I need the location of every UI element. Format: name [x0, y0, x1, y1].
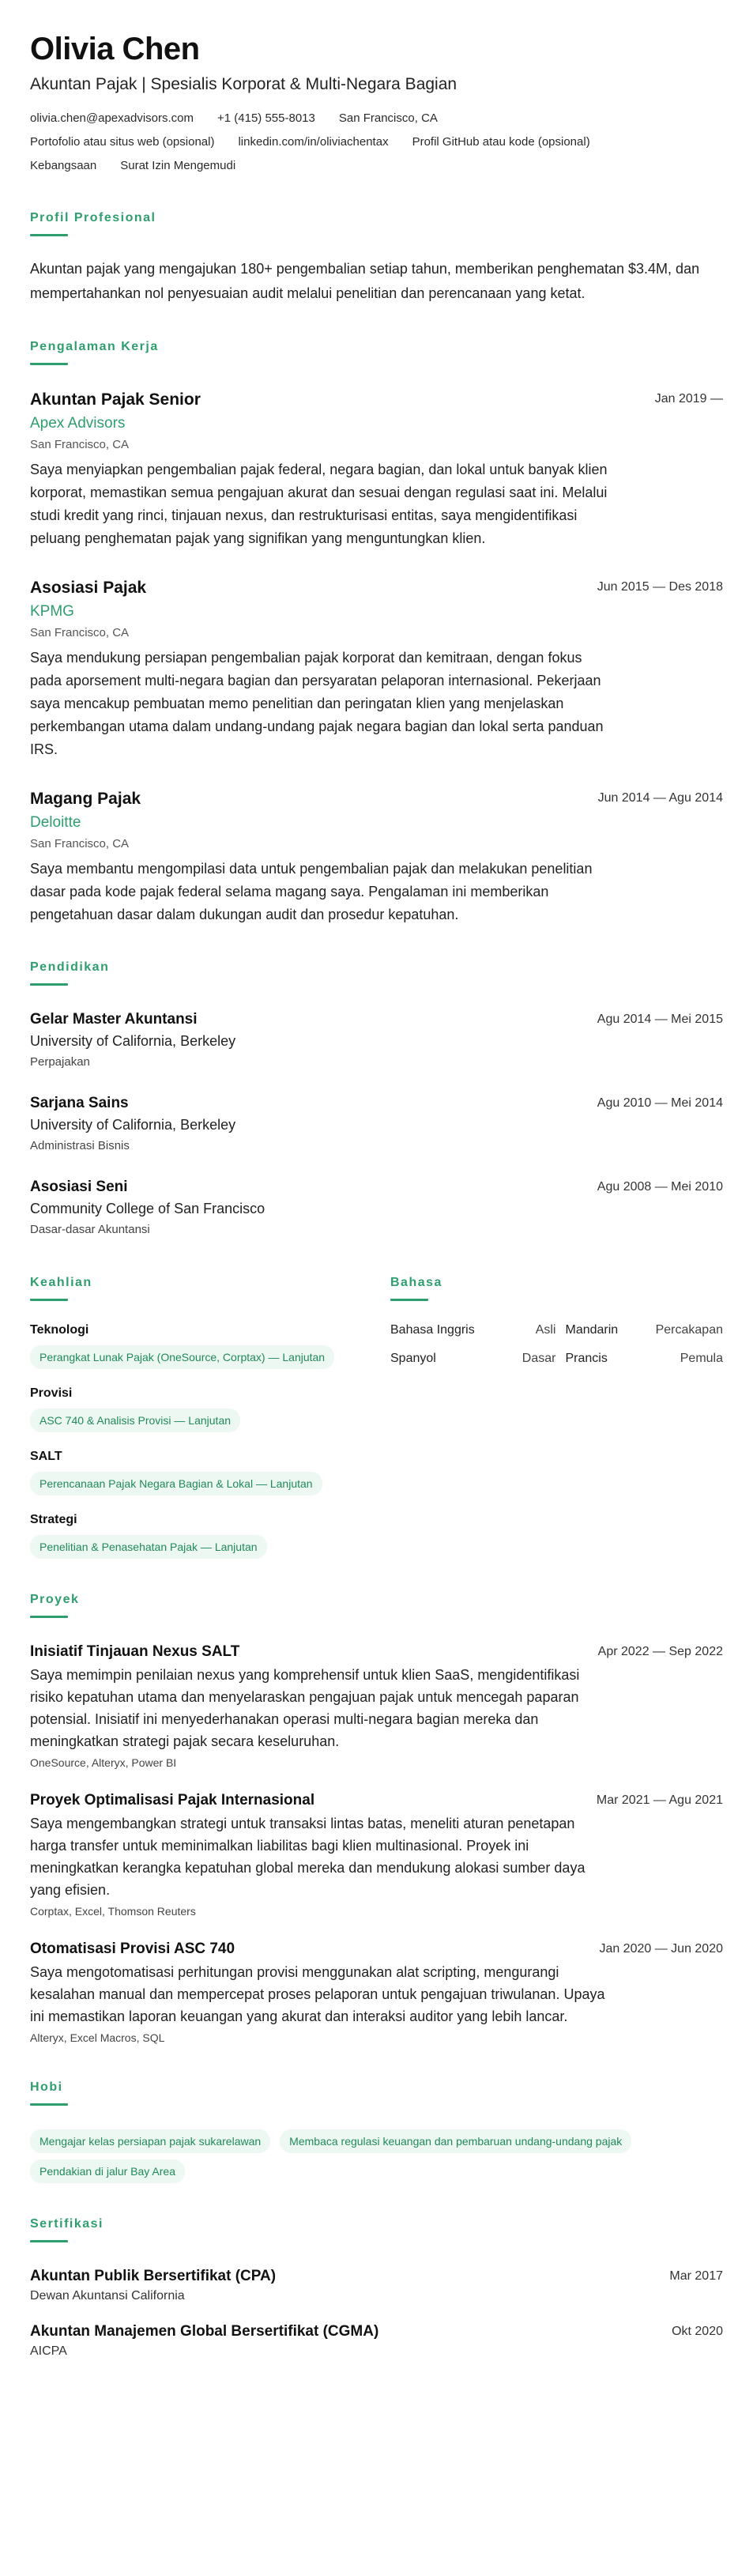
job-title: Akuntan Pajak Senior	[30, 390, 201, 409]
education-section	[30, 960, 723, 1240]
project-entry	[30, 1790, 723, 1920]
job-date: Jun 2014 — Agu 2014	[597, 791, 723, 805]
certifications-section	[30, 2216, 723, 2361]
language-item	[390, 1350, 555, 1367]
projects-section	[30, 1592, 723, 2046]
project-description: Saya mengembangkan strategi untuk transaksi lintas batas, meneliti aturan penetapan harga transfer untuk meminimalkan liabilitas bagi klien multinasional. Proyek ini meningkatkan kerangka kepatuhan global mereka dan mendukung alokasi sumber daya yang efisien.	[30, 1816, 585, 1898]
job-company: Deloitte	[30, 814, 81, 831]
project-date: Apr 2022 — Sep 2022	[597, 1645, 723, 1658]
section-title: Keahlian	[30, 1276, 92, 1289]
job-description: Saya membantu mengompilasi data untuk pengembalian pajak dan melakukan penelitian dasar pada kode pajak federal selama magang saya. Pengalaman ini memberikan pengetahuan dasar dalam dukungan audit dan prosedur kepatuhan.	[30, 861, 593, 922]
contact-linkedin[interactable]: linkedin.com/in/oliviachentax	[238, 135, 389, 149]
skill-category: Teknologi	[30, 1323, 89, 1337]
education-date: Agu 2010 — Mei 2014	[597, 1096, 723, 1110]
contact-info-secondary	[30, 131, 723, 153]
education-entry	[30, 1093, 723, 1156]
experience-section	[30, 339, 723, 926]
education-entry	[30, 1177, 723, 1240]
languages-section	[390, 1275, 723, 1559]
skill-category: Provisi	[30, 1386, 73, 1400]
contact-location: San Francisco, CA	[338, 111, 438, 125]
job-description: Saya mendukung persiapan pengembalian pajak korporat dan kemitraan, dengan fokus pada aporsement multi-negara bagian dan persyaratan pelaporan internasional. Pekerjaan saya mencakup pembuatan memo penelitian dan peringatan klien yang menjelaskan perkembangan utama dalam undang-undang pajak negara bagian dan lokal serta panduan IRS.	[30, 650, 604, 757]
certification-issuer: AICPA	[30, 2344, 67, 2358]
language-name: Mandarin	[565, 1323, 619, 1337]
project-description: Saya mengotomatisasi perhitungan provisi menggunakan alat scripting, mengurangi kesalahan manual dan mempercepat proses pelaporan untuk pengajuan triwulanan. Upaya ini memastikan laporan keuangan yang akurat dan interaksi auditor yang lebih lancar.	[30, 1964, 605, 2024]
language-name: Prancis	[565, 1352, 608, 1365]
job-entry	[30, 577, 723, 761]
certification-issuer: Dewan Akuntansi California	[30, 2289, 185, 2303]
education-degree: Gelar Master Akuntansi	[30, 1011, 198, 1028]
contact-nationality: Kebangsaan	[30, 159, 97, 172]
skill-category: Strategi	[30, 1513, 77, 1526]
project-tools: OneSource, Alteryx, Power BI	[30, 1756, 177, 1769]
section-title: Profil Profesional	[30, 211, 156, 224]
section-title: Pengalaman Kerja	[30, 340, 159, 353]
contact-phone[interactable]: +1 (415) 555-8013	[217, 111, 315, 125]
education-school: Community College of San Francisco	[30, 1201, 265, 1216]
section-divider	[30, 234, 68, 236]
language-item	[390, 1322, 555, 1339]
skill-chip: Perangkat Lunak Pajak (OneSource, Corptax) — Lanjutan	[30, 1345, 334, 1369]
section-title: Proyek	[30, 1593, 80, 1606]
resume-header	[30, 30, 723, 177]
section-title: Pendidikan	[30, 960, 110, 974]
certification-name: Akuntan Publik Bersertifikat (CPA)	[30, 2268, 277, 2284]
education-date: Agu 2014 — Mei 2015	[597, 1013, 723, 1026]
language-name: Spanyol	[390, 1352, 436, 1365]
education-entry	[30, 1009, 723, 1073]
job-entry	[30, 389, 723, 550]
skill-chip: Perencanaan Pajak Negara Bagian & Lokal — Lanjutan	[30, 1472, 322, 1495]
contact-portfolio[interactable]: Portofolio atau situs web (opsional)	[30, 135, 215, 149]
project-title: Proyek Optimalisasi Pajak Internasional	[30, 1792, 315, 1808]
language-name: Bahasa Inggris	[390, 1323, 475, 1337]
section-divider	[390, 1299, 428, 1301]
project-entry	[30, 1939, 723, 2046]
job-entry	[30, 788, 723, 926]
certification-name: Akuntan Manajemen Global Bersertifikat (CGMA)	[30, 2323, 379, 2340]
job-location: San Francisco, CA	[30, 626, 130, 639]
job-description: Saya menyiapkan pengembalian pajak federal, negara bagian, dan lokal untuk banyak klien korporat, memastikan semua pengajuan akurat dan sesuai dengan regulasi saat ini. Melalui studi kredit yang rinci, tinjauan nexus, dan restrukturisasi entitas, saya mengidentifikasi peluang penghematan pajak yang signifikan yang menguntungkan klien.	[30, 462, 608, 546]
project-tools: Alteryx, Excel Macros, SQL	[30, 2031, 165, 2044]
education-degree: Asosiasi Seni	[30, 1179, 128, 1195]
section-divider	[30, 2103, 68, 2106]
language-row	[390, 1322, 723, 1339]
profile-summary: Akuntan pajak yang mengajukan 180+ pengembalian setiap tahun, memberikan penghematan $3.4M, dan mempertahankan nol penyesuaian audit melalui penelitian dan perencanaan yang ketat.	[30, 261, 700, 301]
skill-group	[30, 1448, 390, 1495]
skills-languages-row	[30, 1275, 723, 1559]
certification-entry	[30, 2321, 723, 2361]
project-tools: Corptax, Excel, Thomson Reuters	[30, 1905, 196, 1918]
section-divider	[30, 1616, 68, 1618]
job-company: Apex Advisors	[30, 415, 126, 432]
section-divider	[30, 983, 68, 986]
contact-drivers-license: Surat Izin Mengemudi	[120, 159, 236, 172]
section-divider	[30, 2240, 68, 2242]
skill-group	[30, 1385, 390, 1432]
section-title: Bahasa	[390, 1276, 442, 1289]
job-date: Jun 2015 — Des 2018	[597, 580, 723, 594]
contact-info	[30, 107, 723, 130]
skills-section	[30, 1275, 390, 1559]
project-title: Inisiatif Tinjauan Nexus SALT	[30, 1643, 240, 1660]
project-title: Otomatisasi Provisi ASC 740	[30, 1940, 235, 1957]
candidate-headline: Akuntan Pajak | Spesialis Korporat & Multi-Negara Bagian	[30, 75, 457, 93]
language-level: Asli	[535, 1323, 556, 1337]
job-title: Magang Pajak	[30, 790, 141, 808]
section-divider	[30, 363, 68, 365]
language-row	[390, 1350, 723, 1367]
skill-group	[30, 1322, 390, 1369]
education-field: Perpajakan	[30, 1055, 90, 1069]
certification-entry	[30, 2266, 723, 2306]
education-field: Dasar-dasar Akuntansi	[30, 1223, 150, 1236]
section-title: Hobi	[30, 2080, 63, 2094]
job-date: Jan 2019 —	[654, 392, 723, 405]
hobbies-section	[30, 2080, 723, 2183]
hobby-chip: Membaca regulasi keuangan dan pembaruan undang-undang pajak	[280, 2129, 631, 2153]
language-level: Pemula	[680, 1352, 723, 1365]
skill-category: SALT	[30, 1450, 62, 1463]
language-list	[390, 1322, 723, 1367]
candidate-name: Olivia Chen	[30, 32, 200, 66]
language-item	[565, 1350, 723, 1367]
education-school: University of California, Berkeley	[30, 1117, 236, 1133]
section-title: Sertifikasi	[30, 2217, 104, 2231]
job-company: KPMG	[30, 603, 74, 620]
education-field: Administrasi Bisnis	[30, 1139, 130, 1152]
section-divider	[30, 1299, 68, 1301]
hobby-list	[30, 2123, 723, 2183]
contact-info-tertiary	[30, 155, 723, 177]
education-degree: Sarjana Sains	[30, 1095, 129, 1111]
certification-date: Okt 2020	[672, 2325, 723, 2338]
contact-github[interactable]: Profil GitHub atau kode (opsional)	[412, 135, 590, 149]
project-description: Saya memimpin penilaian nexus yang komprehensif untuk klien SaaS, mengidentifikasi risiko kepatuhan utama dan menyelaraskan pengajuan pajak untuk mencegah paparan potensial. Inisiatif ini menyederhanakan operasi multi-negara bagian mereka dan meningkatkan strategi pajak secara keseluruhan.	[30, 1667, 580, 1749]
job-title: Asosiasi Pajak	[30, 579, 147, 597]
skill-group	[30, 1511, 390, 1559]
language-item	[565, 1322, 723, 1339]
skill-chip: ASC 740 & Analisis Provisi — Lanjutan	[30, 1409, 240, 1432]
project-date: Mar 2021 — Agu 2021	[596, 1793, 723, 1807]
skill-chip: Penelitian & Penasehatan Pajak — Lanjutan	[30, 1535, 267, 1559]
job-location: San Francisco, CA	[30, 837, 130, 850]
education-school: University of California, Berkeley	[30, 1033, 236, 1049]
certification-date: Mar 2017	[669, 2269, 723, 2283]
profile-section	[30, 210, 723, 306]
project-entry	[30, 1642, 723, 1771]
hobby-chip: Pendakian di jalur Bay Area	[30, 2159, 185, 2183]
project-date: Jan 2020 — Jun 2020	[599, 1942, 723, 1956]
language-level: Dasar	[521, 1352, 556, 1365]
contact-email[interactable]: olivia.chen@apexadvisors.com	[30, 111, 194, 125]
language-level: Percakapan	[655, 1323, 723, 1337]
hobby-chip: Mengajar kelas persiapan pajak sukarelawan	[30, 2129, 270, 2153]
education-date: Agu 2008 — Mei 2010	[597, 1180, 723, 1194]
job-location: San Francisco, CA	[30, 438, 130, 451]
